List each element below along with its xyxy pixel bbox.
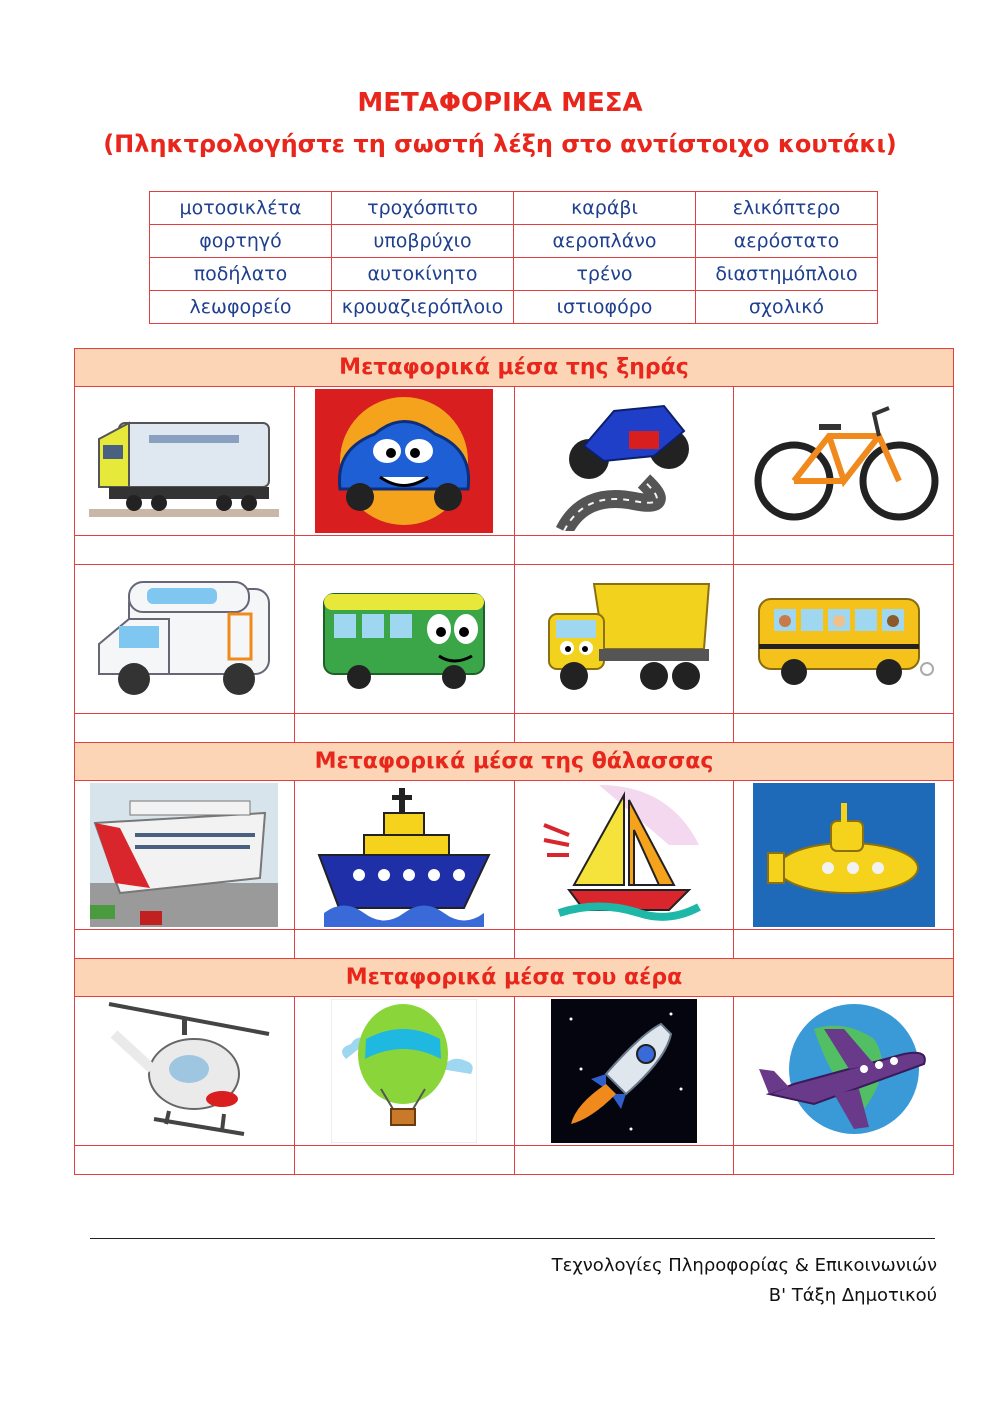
- word-cell: ποδήλατο: [150, 258, 332, 291]
- truck-icon: [534, 574, 714, 704]
- bicycle-icon: [749, 396, 939, 526]
- answer-cell[interactable]: [514, 536, 734, 565]
- answer-input[interactable]: [75, 715, 289, 741]
- picture-cell: [294, 565, 514, 714]
- word-cell: καράβι: [514, 192, 696, 225]
- picture-cell: [294, 781, 514, 930]
- section-header-land: Μεταφορικά μέσα της ξηράς: [75, 349, 954, 387]
- word-bank: [149, 191, 878, 324]
- word-cell: τροχόσπιτο: [332, 192, 514, 225]
- answer-input[interactable]: [515, 715, 729, 741]
- word-cell: φορτηγό: [150, 225, 332, 258]
- answer-input[interactable]: [515, 1147, 729, 1173]
- word-cell: ελικόπτερο: [696, 192, 878, 225]
- sailboat-icon: [539, 785, 709, 925]
- picture-cell: [734, 565, 954, 714]
- bus-icon: [314, 574, 494, 704]
- answer-input[interactable]: [295, 715, 509, 741]
- word-cell: αερόστατο: [696, 225, 878, 258]
- picture-cell: [734, 997, 954, 1146]
- picture-cell: [75, 387, 295, 536]
- word-cell: υποβρύχιο: [332, 225, 514, 258]
- footer-divider: [90, 1238, 935, 1239]
- section-header-sea: Μεταφορικά μέσα της θάλασσας: [75, 743, 954, 781]
- answer-cell[interactable]: [75, 1146, 295, 1175]
- answer-input[interactable]: [295, 537, 509, 563]
- school-bus-icon: [749, 574, 939, 704]
- picture-cell: [75, 565, 295, 714]
- word-cell: μοτοσικλέτα: [150, 192, 332, 225]
- motorcycle-icon: [544, 391, 704, 531]
- answer-input[interactable]: [75, 1147, 289, 1173]
- word-cell: τρένο: [514, 258, 696, 291]
- picture-cell: [294, 997, 514, 1146]
- answer-input[interactable]: [734, 931, 948, 957]
- answer-input[interactable]: [75, 537, 289, 563]
- answer-cell[interactable]: [514, 1146, 734, 1175]
- answer-input[interactable]: [295, 1147, 509, 1173]
- answer-cell[interactable]: [294, 930, 514, 959]
- spaceship-icon: [551, 999, 697, 1143]
- footer-subject: Τεχνολογίες Πληροφορίας & Επικοινωνιών: [551, 1255, 937, 1276]
- ship-icon: [314, 783, 494, 927]
- cruise-ship-icon: [90, 783, 278, 927]
- picture-cell: [514, 997, 734, 1146]
- word-cell: αυτοκίνητο: [332, 258, 514, 291]
- word-cell: διαστημόπλοιο: [696, 258, 878, 291]
- answer-input[interactable]: [734, 1147, 948, 1173]
- answer-cell[interactable]: [75, 536, 295, 565]
- picture-cell: [514, 781, 734, 930]
- camper-icon: [89, 574, 279, 704]
- transport-grid: [74, 348, 954, 1175]
- word-bank-row: [150, 192, 878, 225]
- answer-cell[interactable]: [75, 714, 295, 743]
- picture-cell: [294, 387, 514, 536]
- picture-cell: [514, 387, 734, 536]
- answer-input[interactable]: [515, 931, 729, 957]
- word-cell: σχολικό: [696, 291, 878, 324]
- answer-input[interactable]: [734, 537, 948, 563]
- picture-cell: [734, 781, 954, 930]
- page-subtitle: (Πληκτρολογήστε τη σωστή λέξη στο αντίστοιχο κουτάκι): [103, 130, 897, 158]
- word-bank-row: [150, 258, 878, 291]
- answer-cell[interactable]: [294, 536, 514, 565]
- picture-cell: [514, 565, 734, 714]
- answer-cell[interactable]: [734, 1146, 954, 1175]
- word-cell: αεροπλάνο: [514, 225, 696, 258]
- word-cell: λεωφορείο: [150, 291, 332, 324]
- answer-cell[interactable]: [294, 714, 514, 743]
- word-bank-row: [150, 291, 878, 324]
- answer-input[interactable]: [295, 931, 509, 957]
- page-title: ΜΕΤΑΦΟΡΙΚΑ ΜΕΣΑ: [357, 88, 643, 118]
- hot-air-balloon-icon: [331, 999, 477, 1143]
- picture-cell: [734, 387, 954, 536]
- helicopter-icon: [94, 999, 274, 1143]
- answer-input[interactable]: [734, 715, 948, 741]
- train-icon: [89, 391, 279, 531]
- picture-cell: [75, 781, 295, 930]
- section-header-air: Μεταφορικά μέσα του αέρα: [75, 959, 954, 997]
- car-icon: [315, 389, 493, 533]
- answer-cell[interactable]: [294, 1146, 514, 1175]
- word-cell: κρουαζιερόπλοιο: [332, 291, 514, 324]
- answer-cell[interactable]: [514, 930, 734, 959]
- answer-cell[interactable]: [514, 714, 734, 743]
- answer-cell[interactable]: [734, 714, 954, 743]
- word-cell: ιστιοφόρο: [514, 291, 696, 324]
- answer-input[interactable]: [515, 537, 729, 563]
- answer-cell[interactable]: [734, 930, 954, 959]
- airplane-icon: [754, 999, 934, 1143]
- word-bank-row: [150, 225, 878, 258]
- submarine-icon: [753, 783, 935, 927]
- footer-grade: Β' Τάξη Δημοτικού: [768, 1285, 937, 1306]
- answer-input[interactable]: [75, 931, 289, 957]
- picture-cell: [75, 997, 295, 1146]
- answer-cell[interactable]: [734, 536, 954, 565]
- answer-cell[interactable]: [75, 930, 295, 959]
